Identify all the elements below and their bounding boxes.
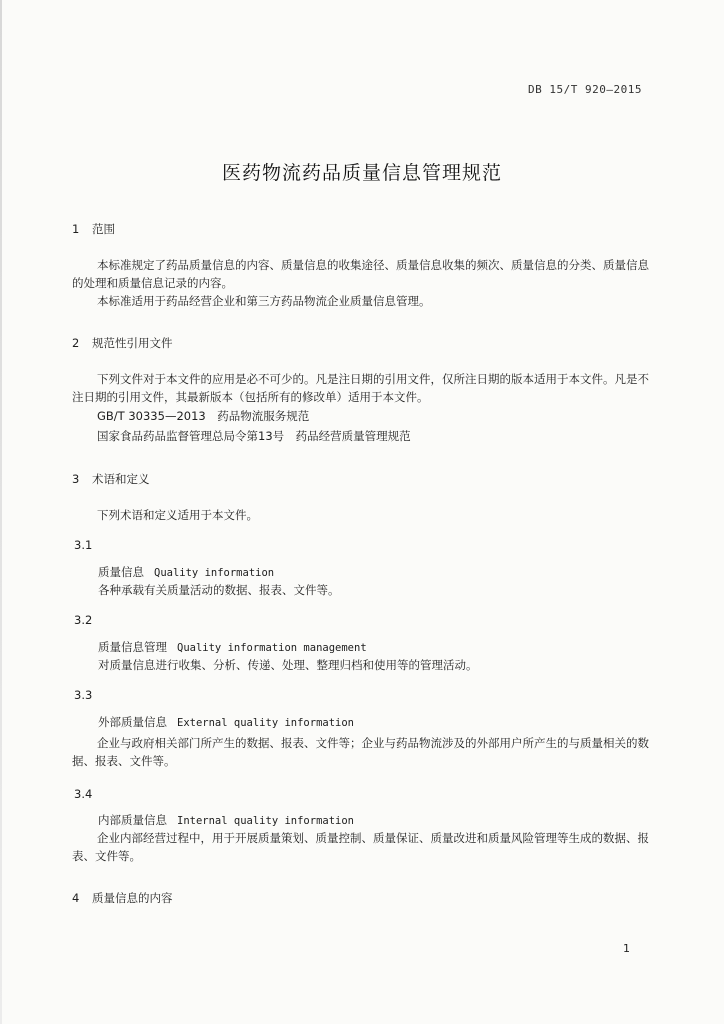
section-title: 规范性引用文件 xyxy=(92,336,173,350)
term-number: 3.2 xyxy=(74,613,93,627)
term-heading xyxy=(98,811,354,830)
section-2-heading xyxy=(72,334,173,352)
scan-edge xyxy=(0,0,2,1024)
section-title: 术语和定义 xyxy=(92,472,150,486)
term-zh: 内部质量信息 xyxy=(98,813,167,827)
term-definition: 对质量信息进行收集、分析、传递、处理、整理归档和使用等的管理活动。 xyxy=(98,658,478,672)
section-title: 质量信息的内容 xyxy=(92,891,173,905)
term-definition: 各种承载有关质量活动的数据、报表、文件等。 xyxy=(98,583,340,597)
term-heading xyxy=(98,713,354,732)
term-zh: 外部质量信息 xyxy=(98,715,167,729)
reference-2: 国家食品药品监督管理总局令第13号 药品经营质量管理规范 xyxy=(97,429,411,443)
term-en: Quality information xyxy=(154,567,275,579)
term-definition: 企业与政府相关部门所产生的数据、报表、文件等；企业与药品物流涉及的外部用户所产生的与质量相关的数据、报表、文件等。 xyxy=(72,736,649,768)
section-2-paragraph-1: 下列文件对于本文件的应用是必不可少的。凡是注日期的引用文件，仅所注日期的版本适用于本文件。凡是不注日期的引用文件，其最新版本（包括所有的修改单）适用于本文件。 xyxy=(72,372,649,404)
page-number: 1 xyxy=(623,942,630,955)
section-4-heading xyxy=(72,889,173,907)
term-zh: 质量信息 xyxy=(98,565,144,579)
section-number: 3 xyxy=(72,472,80,486)
section-number: 4 xyxy=(72,891,80,905)
section-3-intro: 下列术语和定义适用于本文件。 xyxy=(97,508,258,522)
reference-1: GB/T 30335—2013 药品物流服务规范 xyxy=(97,409,310,423)
term-en: Quality information management xyxy=(177,642,367,654)
term-zh: 质量信息管理 xyxy=(98,640,167,654)
section-1-paragraph-1: 本标准规定了药品质量信息的内容、质量信息的收集途径、质量信息收集的频次、质量信息的分类、质量信息的处理和质量信息记录的内容。 xyxy=(72,258,649,290)
term-en: External quality information xyxy=(177,717,355,729)
section-title: 范围 xyxy=(92,222,115,236)
term-heading xyxy=(98,563,274,582)
term-number: 3.4 xyxy=(74,787,93,801)
standard-code: DB 15/T 920—2015 xyxy=(528,83,642,96)
section-1-heading xyxy=(72,220,115,238)
section-1-paragraph-2: 本标准适用于药品经营企业和第三方药品物流企业质量信息管理。 xyxy=(97,294,431,308)
section-3-heading xyxy=(72,470,150,488)
term-number: 3.1 xyxy=(74,538,93,552)
term-definition: 企业内部经营过程中，用于开展质量策划、质量控制、质量保证、质量改进和质量风险管理等生成的数据、报表、文件等。 xyxy=(72,831,649,863)
document-title: 医药物流药品质量信息管理规范 xyxy=(221,162,502,184)
term-number: 3.3 xyxy=(74,688,93,702)
term-en: Internal quality information xyxy=(177,815,355,827)
section-number: 2 xyxy=(72,336,80,350)
section-number: 1 xyxy=(72,222,80,236)
term-heading xyxy=(98,638,367,657)
